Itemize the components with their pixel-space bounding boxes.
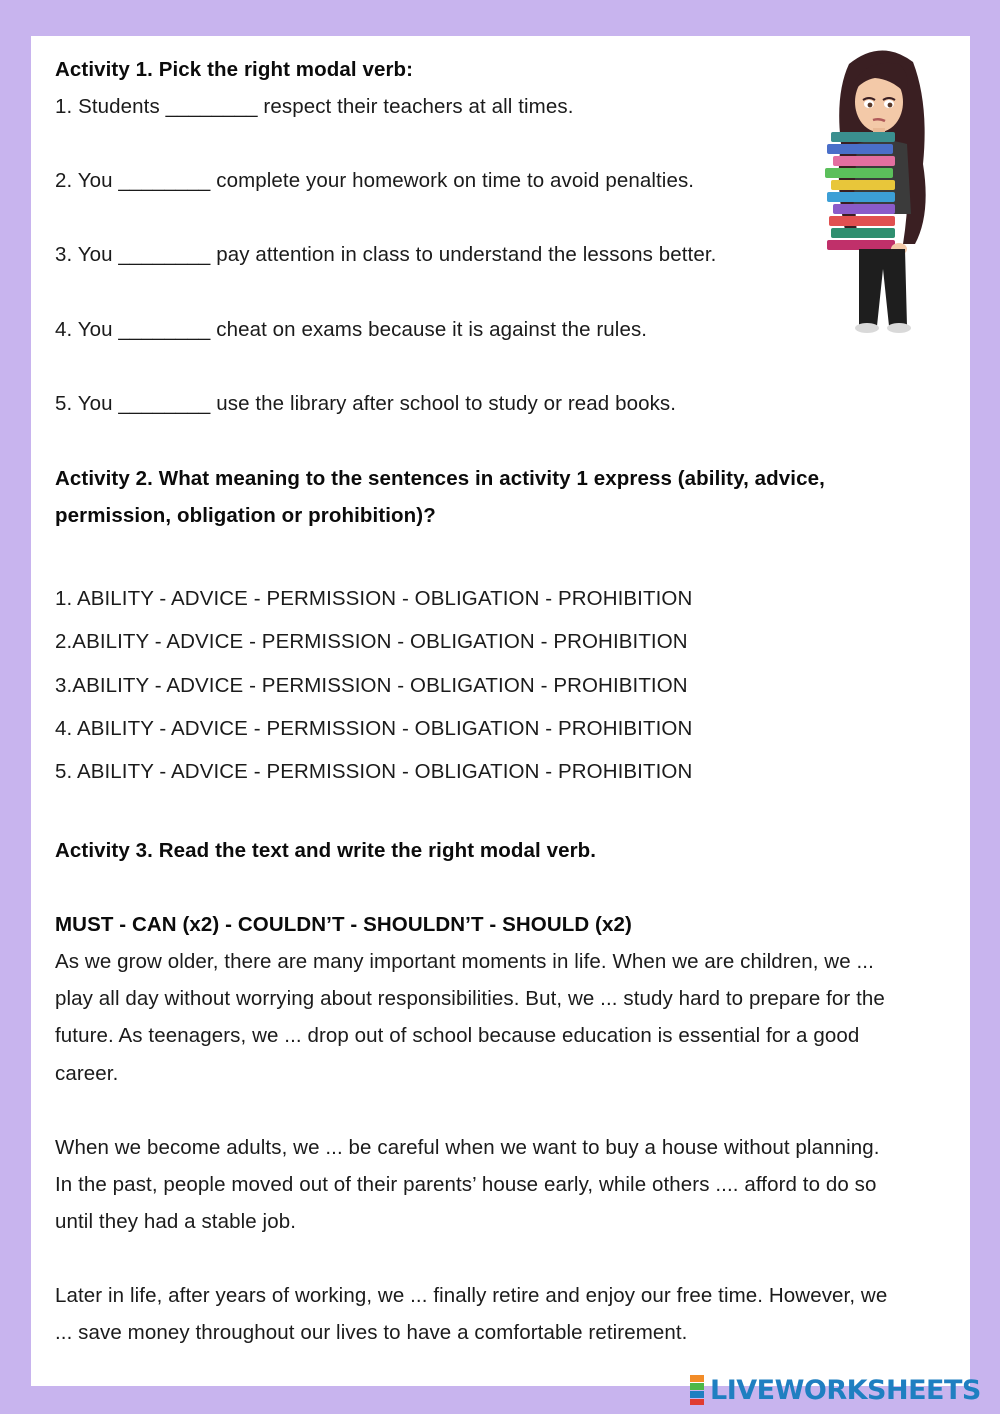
activity3-paragraph2-line3: until they had a stable job. [55,1210,296,1233]
live-badge-icon [690,1375,704,1405]
activity3-word-bank: MUST - CAN (x2) - COULDN’T - SHOULDN’T - SHOULD (x2) [55,913,632,936]
activity2-title-line1: Activity 2. What meaning to the sentences in activity 1 express (ability, advice, [55,467,825,490]
activity2-option-5: 5. ABILITY - ADVICE - PERMISSION - OBLIGATION - PROHIBITION [55,760,693,783]
activity1-item-4: 4. You ________ cheat on exams because it is against the rules. [55,318,648,341]
activity3-paragraph1-line4: career. [55,1062,119,1085]
liveworksheets-logo [690,1374,981,1406]
activity3-paragraph3-line2: ... save money throughout our lives to have a comfortable retirement. [55,1321,688,1344]
activity2-title-line2: permission, obligation or prohibition)? [55,504,436,527]
activity2-option-3: 3.ABILITY - ADVICE - PERMISSION - OBLIGATION - PROHIBITION [55,674,688,697]
activity3-title: Activity 3. Read the text and write the right modal verb. [55,839,597,862]
activity1-item-5: 5. You ________ use the library after school to study or read books. [55,392,677,415]
legs [859,249,907,326]
left-shoe [855,323,879,333]
right-shoe [887,323,911,333]
worksheet-page [31,36,970,1386]
activity3-paragraph1-line2: play all day without worrying about responsibilities. But, we ... study hard to prepare for the [55,987,885,1010]
activity3-paragraph1-line1: As we grow older, there are many important moments in life. When we are children, we ... [55,950,874,973]
activity1-item-1: 1. Students ________ respect their teachers at all times. [55,95,574,118]
student-with-books-illustration [819,44,943,334]
brand-name: LIVEWORKSHEETS [710,1374,981,1406]
activity2-option-4: 4. ABILITY - ADVICE - PERMISSION - OBLIGATION - PROHIBITION [55,717,693,740]
activity3-paragraph1-line3: future. As teenagers, we ... drop out of school because education is essential for a good [55,1024,860,1047]
activity3-paragraph3-line1: Later in life, after years of working, we ... finally retire and enjoy our free time. However, we [55,1284,888,1307]
activity3-paragraph2-line1: When we become adults, we ... be careful when we want to buy a house without planning. [55,1136,880,1159]
activity3-paragraph2-line2: In the past, people moved out of their parents’ house early, while others .... afford to do so [55,1173,877,1196]
activity1-item-2: 2. You ________ complete your homework on time to avoid penalties. [55,169,695,192]
activity2-option-1: 1. ABILITY - ADVICE - PERMISSION - OBLIGATION - PROHIBITION [55,587,693,610]
activity1-item-3: 3. You ________ pay attention in class to understand the lessons better. [55,243,717,266]
activity1-title: Activity 1. Pick the right modal verb: [55,58,414,81]
activity2-option-2: 2.ABILITY - ADVICE - PERMISSION - OBLIGATION - PROHIBITION [55,630,688,653]
